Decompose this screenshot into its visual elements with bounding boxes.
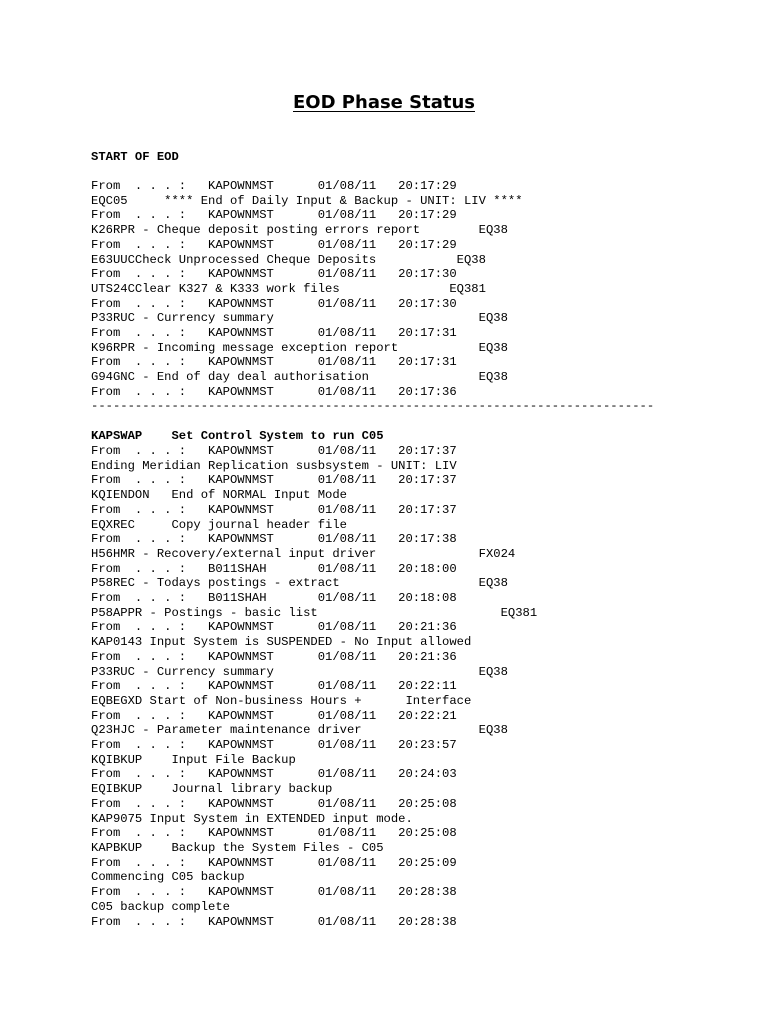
log-line: From . . . : B011SHAH 01/08/11 20:18:00	[91, 561, 457, 576]
log-line: From . . . : KAPOWNMST 01/08/11 20:22:11	[91, 679, 457, 694]
log-line: K26RPR - Cheque deposit posting errors report EQ38	[91, 223, 508, 238]
log-line: EQBEGXD Start of Non-business Hours + Interface	[91, 693, 472, 708]
log-line: From . . . : KAPOWNMST 01/08/11 20:17:37	[91, 444, 457, 458]
log-line: EQC05 **** End of Daily Input & Backup - UNIT: LIV ****	[91, 193, 523, 208]
log-line: From . . . : B011SHAH 01/08/11 20:18:08	[91, 591, 457, 606]
log-block-kapswap	[91, 444, 537, 929]
page-title: EOD Phase Status	[293, 92, 475, 113]
log-line: P58APPR - Postings - basic list EQ381	[91, 605, 538, 620]
log-line: From . . . : KAPOWNMST 01/08/11 20:28:38	[91, 885, 457, 900]
log-line: From . . . : KAPOWNMST 01/08/11 20:17:30	[91, 267, 457, 282]
log-line: From . . . : KAPOWNMST 01/08/11 20:24:03	[91, 767, 457, 782]
log-line: H56HMR - Recovery/external input driver FX024	[91, 546, 516, 561]
log-line: From . . . : KAPOWNMST 01/08/11 20:25:09	[91, 855, 457, 870]
log-line: P58REC - Todays postings - extract EQ38	[91, 576, 508, 591]
log-line: From . . . : KAPOWNMST 01/08/11 20:21:36	[91, 620, 457, 635]
log-line: From . . . : KAPOWNMST 01/08/11 20:17:31	[91, 326, 457, 341]
log-line: From . . . : KAPOWNMST 01/08/11 20:21:36	[91, 649, 457, 664]
log-line: KQIENDON End of NORMAL Input Mode	[91, 488, 347, 503]
log-line: From . . . : KAPOWNMST 01/08/11 20:17:36	[91, 384, 457, 399]
log-line: UTS24CClear K327 & K333 work files EQ381	[91, 281, 486, 296]
log-line: EQXREC Copy journal header file	[91, 517, 347, 532]
log-line: Ending Meridian Replication susbsystem - UNIT: LIV	[91, 458, 457, 473]
log-line: E63UUCCheck Unprocessed Cheque Deposits EQ38	[91, 252, 486, 267]
log-line: From . . . : KAPOWNMST 01/08/11 20:28:38	[91, 914, 457, 929]
log-line: From . . . : KAPOWNMST 01/08/11 20:17:29	[91, 208, 457, 223]
log-line: P33RUC - Currency summary EQ38	[91, 664, 508, 679]
section-divider: -----------------------------------------------------------------------------	[91, 399, 655, 413]
log-line: From . . . : KAPOWNMST 01/08/11 20:25:08	[91, 826, 457, 841]
log-line: EQIBKUP Journal library backup	[91, 782, 333, 797]
section-heading-kapswap: KAPSWAP Set Control System to run C05	[91, 429, 384, 443]
log-line: From . . . : KAPOWNMST 01/08/11 20:17:30	[91, 296, 457, 311]
log-line: P33RUC - Currency summary EQ38	[91, 311, 508, 326]
log-line: KAP9075 Input System in EXTENDED input mode.	[91, 811, 413, 826]
log-block-start-of-eod	[91, 179, 523, 400]
log-line: KAP0143 Input System is SUSPENDED - No Input allowed	[91, 635, 472, 650]
log-line: KQIBKUP Input File Backup	[91, 752, 296, 767]
log-line: C05 backup complete	[91, 899, 230, 914]
log-line: From . . . : KAPOWNMST 01/08/11 20:17:29	[91, 237, 457, 252]
log-line: KAPBKUP Backup the System Files - C05	[91, 840, 384, 855]
log-line: From . . . : KAPOWNMST 01/08/11 20:25:08	[91, 796, 457, 811]
log-line: From . . . : KAPOWNMST 01/08/11 20:17:31	[91, 355, 457, 370]
log-line: From . . . : KAPOWNMST 01/08/11 20:17:37	[91, 473, 457, 488]
section-heading-start-of-eod: START OF EOD	[91, 150, 179, 164]
log-line: From . . . : KAPOWNMST 01/08/11 20:17:29	[91, 179, 457, 193]
log-line: Commencing C05 backup	[91, 870, 245, 885]
log-line: From . . . : KAPOWNMST 01/08/11 20:22:21	[91, 708, 457, 723]
log-line: From . . . : KAPOWNMST 01/08/11 20:23:57	[91, 738, 457, 753]
log-line: From . . . : KAPOWNMST 01/08/11 20:17:37	[91, 502, 457, 517]
log-line: K96RPR - Incoming message exception report EQ38	[91, 340, 508, 355]
log-line: From . . . : KAPOWNMST 01/08/11 20:17:38	[91, 532, 457, 547]
log-line: Q23HJC - Parameter maintenance driver EQ38	[91, 723, 508, 738]
log-line: G94GNC - End of day deal authorisation EQ38	[91, 370, 508, 385]
